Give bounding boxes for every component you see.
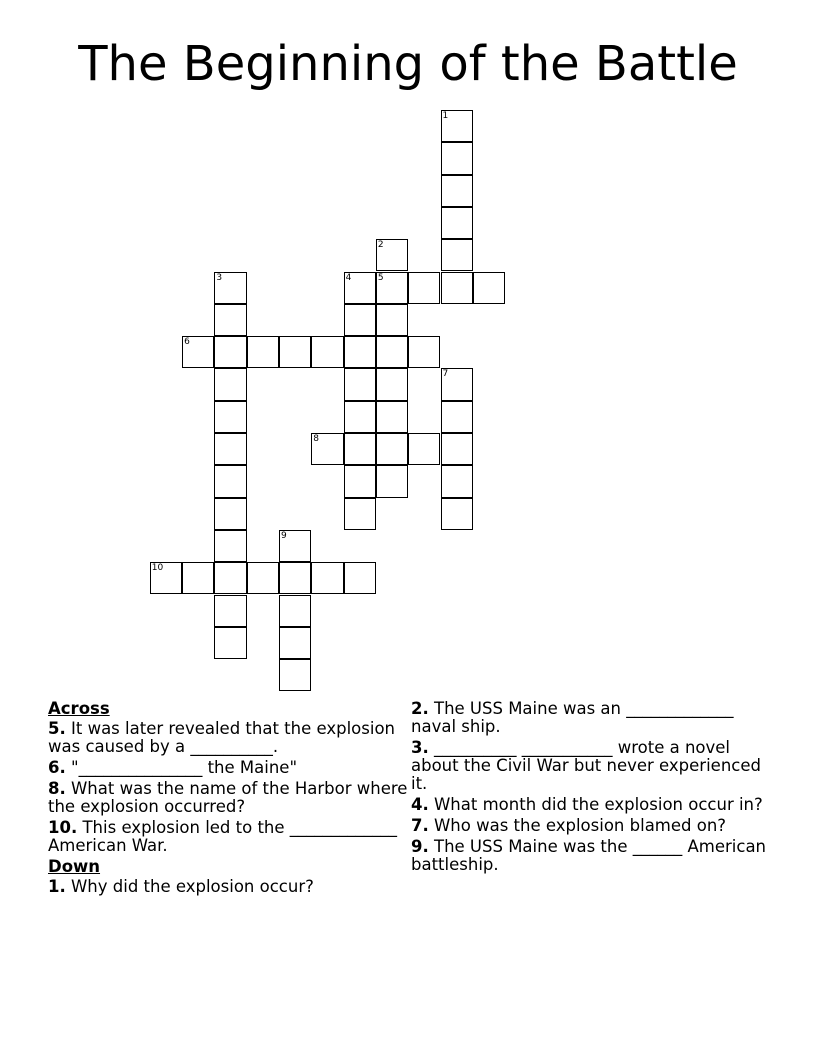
crossword-cell: [214, 465, 246, 497]
crossword-cell: [279, 659, 311, 691]
clue-down-3: [411, 739, 776, 793]
across-heading: Across: [48, 699, 110, 718]
clue-text: Why did the explosion occur?: [65, 877, 314, 896]
crossword-cell: [311, 562, 343, 594]
crossword-cell: [344, 304, 376, 336]
crossword-cell: [279, 595, 311, 627]
clue-text: The USS Maine was an _____________ naval ship.: [411, 699, 734, 736]
crossword-cell: [441, 368, 473, 400]
crossword-cell: [344, 465, 376, 497]
clue-number: 4.: [411, 795, 429, 814]
clue-number: 10.: [48, 818, 78, 837]
crossword-cell: [311, 336, 343, 368]
clue-across-5: [48, 720, 408, 756]
clue-text: What month did the explosion occur in?: [428, 795, 763, 814]
crossword-cell: [247, 562, 279, 594]
crossword-cell: [214, 368, 246, 400]
crossword-cell: [473, 272, 505, 304]
crossword-cell: [408, 336, 440, 368]
crossword-cell: [441, 239, 473, 271]
crossword-cell: [279, 627, 311, 659]
clues-right-column: [411, 700, 776, 877]
cell-number: 4: [345, 272, 352, 283]
crossword-cell: [441, 110, 473, 142]
clue-number: 2.: [411, 699, 429, 718]
clue-text: What was the name of the Harbor where the explosion occurred?: [48, 779, 408, 816]
crossword-cell: [376, 239, 408, 271]
crossword-cell: [214, 530, 246, 562]
crossword-cell: [441, 175, 473, 207]
clue-down-2: [411, 700, 776, 736]
clue-text: This explosion led to the _____________ American War.: [48, 818, 398, 855]
crossword-cell: [441, 142, 473, 174]
clue-number: 5.: [48, 719, 66, 738]
crossword-cell: [214, 401, 246, 433]
clue-down-7: [411, 817, 776, 835]
crossword-cell: [214, 272, 246, 304]
crossword-cell: [376, 336, 408, 368]
crossword-cell: [182, 562, 214, 594]
clue-across-6: [48, 759, 408, 777]
crossword-cell: [408, 433, 440, 465]
clue-text: "_______________ the Maine": [65, 758, 298, 777]
clue-text: It was later revealed that the explosion was caused by a __________.: [48, 719, 396, 756]
crossword-cell: [441, 272, 473, 304]
crossword-cell: [376, 401, 408, 433]
clue-number: 1.: [48, 877, 66, 896]
crossword-cell: [214, 627, 246, 659]
crossword-cell: [344, 272, 376, 304]
clue-text: Who was the explosion blamed on?: [428, 816, 727, 835]
cell-number: 6: [184, 337, 190, 348]
clue-across-10: [48, 819, 408, 855]
cell-number: 10: [151, 563, 164, 574]
clue-down-4: [411, 796, 776, 814]
clue-number: 3.: [411, 738, 429, 757]
clue-number: 8.: [48, 779, 66, 798]
crossword-cell: [311, 433, 343, 465]
cell-number: 5: [377, 272, 384, 283]
crossword-cell: [344, 433, 376, 465]
clue-number: 7.: [411, 816, 429, 835]
crossword-cell: [344, 401, 376, 433]
cell-number: 9: [281, 530, 287, 541]
crossword-cell: [376, 433, 408, 465]
crossword-cell: [344, 498, 376, 530]
cell-number: 8: [313, 434, 320, 444]
clue-number: 6.: [48, 758, 66, 777]
crossword-cell: [214, 304, 246, 336]
clue-number: 9.: [411, 837, 429, 856]
crossword-cell: [214, 498, 246, 530]
crossword-cell: [182, 336, 214, 368]
crossword-cell: [214, 595, 246, 627]
crossword-cell: [344, 368, 376, 400]
crossword-cell: [376, 272, 408, 304]
crossword-cell: [441, 401, 473, 433]
crossword-cell: [441, 207, 473, 239]
crossword-cell: [344, 562, 376, 594]
crossword-cell: [376, 304, 408, 336]
cell-number: 7: [442, 369, 449, 380]
clue-across-8: [48, 780, 408, 816]
down-heading: Down: [48, 857, 101, 876]
crossword-cell: [214, 336, 246, 368]
crossword-cell: [214, 433, 246, 465]
crossword-cell: [376, 465, 408, 497]
crossword-cell: [441, 433, 473, 465]
clue-down-1: [48, 878, 408, 896]
cell-number: 1: [442, 111, 449, 121]
crossword-cell: [441, 498, 473, 530]
cell-number: 3: [216, 272, 223, 283]
clues-left-column: [48, 700, 408, 899]
clue-down-9: [411, 838, 776, 874]
crossword-cell: [214, 562, 246, 594]
crossword-cell: [150, 562, 182, 594]
crossword-cell: [344, 336, 376, 368]
clue-text: __________ ___________ wrote a novel about the Civil War but never experienced it.: [411, 738, 761, 793]
page-title: The Beginning of the Battle: [78, 36, 738, 92]
crossword-cell: [408, 272, 440, 304]
clue-text: The USS Maine was the ______ American battleship.: [411, 837, 767, 874]
crossword-cell: [376, 368, 408, 400]
crossword-cell: [279, 562, 311, 594]
crossword-cell: [247, 336, 279, 368]
crossword-cell: [441, 465, 473, 497]
crossword-cell: [279, 530, 311, 562]
cell-number: 2: [377, 240, 384, 251]
crossword-cell: [279, 336, 311, 368]
